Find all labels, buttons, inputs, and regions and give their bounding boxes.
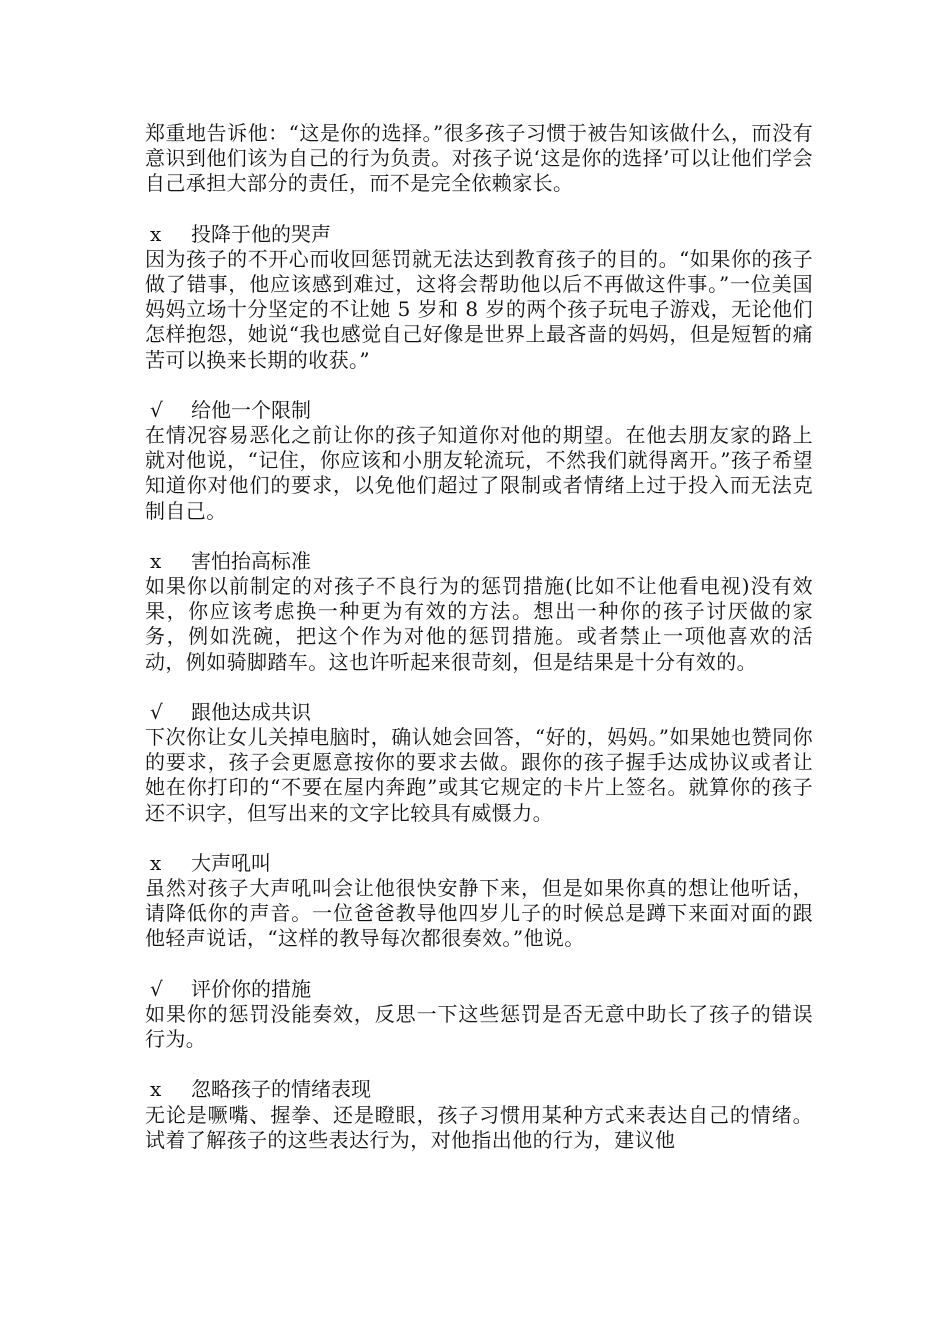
section-heading	[145, 549, 813, 574]
section-title: 跟他达成共识	[191, 699, 311, 724]
section-body: 在情况容易恶化之前让你的孩子知道你对他的期望。在他去朋友家的路上就对他说，“记住，你应该和小朋友轮流玩，不然我们就得离开。”孩子希望知道你对他们的要求，以免他们超过了限制或者情绪上过于投入而无法克制自己。	[145, 423, 813, 523]
cross-mark-icon: x	[150, 548, 162, 573]
section-body: 如果你以前制定的对孩子不良行为的惩罚措施(比如不让他看电视)没有效果，你应该考虑换一种更为有效的方法。想出一种你的孩子讨厌做的家务，例如洗碗，把这个作为对他的惩罚措施。或者禁止一项他喜欢的活动，例如骑脚踏车。这也许听起来很苛刻，但是结果是十分有效的。	[145, 574, 813, 674]
document-page	[145, 121, 813, 1153]
spacer	[145, 373, 813, 398]
section-heading	[145, 977, 813, 1002]
spacer	[145, 952, 813, 977]
spacer	[145, 524, 813, 549]
check-mark-icon: √	[150, 397, 163, 422]
section-body: 虽然对孩子大声吼叫会让他很快安静下来，但是如果你真的想让他听话，请降低你的声音。一位爸爸教导他四岁儿子的时候总是蹲下来面对面的跟他轻声说话，“这样的教导每次都很奏效。”他说。	[145, 876, 813, 951]
cross-mark-icon: x	[150, 221, 162, 246]
spacer	[145, 675, 813, 700]
section-title: 评价你的措施	[191, 976, 311, 1001]
section-title: 投降于他的哭声	[191, 221, 331, 246]
section-heading	[145, 398, 813, 423]
section-title: 忽略孩子的情绪表现	[191, 1077, 371, 1102]
section-heading	[145, 1077, 813, 1102]
section-title: 大声吼叫	[191, 850, 271, 875]
check-mark-icon: √	[150, 699, 163, 724]
spacer	[145, 197, 813, 222]
section-heading	[145, 700, 813, 725]
cross-mark-icon: x	[150, 850, 162, 875]
section-title: 给他一个限制	[191, 397, 311, 422]
spacer	[145, 1052, 813, 1077]
check-mark-icon: √	[150, 976, 163, 1001]
cross-mark-icon: x	[150, 1077, 162, 1102]
section-title: 害怕抬高标准	[191, 548, 311, 573]
section-body: 如果你的惩罚没能奏效，反思一下这些惩罚是否无意中助长了孩子的错误行为。	[145, 1001, 813, 1052]
section-body: 因为孩子的不开心而收回惩罚就无法达到教育孩子的目的。“如果你的孩子做了错事，他应该感到难过，这将会帮助他以后不再做这件事。”一位美国妈妈立场十分坚定的不让她 5 岁和 8 岁的两个孩子玩电子游戏，无论他们怎样抱怨，她说“我也感觉自己好像是世界上最吝啬的妈妈，但是短暂的痛苦可以换来长期的收获。”	[145, 246, 813, 372]
section-body: 无论是噘嘴、握拳、还是瞪眼，孩子习惯用某种方式来表达自己的情绪。试着了解孩子的这些表达行为，对他指出他的行为，建议他	[145, 1102, 813, 1152]
section-heading	[145, 222, 813, 247]
section-heading	[145, 851, 813, 876]
section-body: 下次你让女儿关掉电脑时，确认她会回答，“好的，妈妈。”如果她也赞同你的要求，孩子会更愿意按你的要求去做。跟你的孩子握手达成协议或者让她在你打印的“不要在屋内奔跑”或其它规定的卡片上签名。就算你的孩子还不识字，但写出来的文字比较具有威慑力。	[145, 725, 813, 825]
intro-paragraph: 郑重地告诉他：“这是你的选择。”很多孩子习惯于被告知该做什么，而没有意识到他们该为自己的行为负责。对孩子说‘这是你的选择’可以让他们学会自己承担大部分的责任，而不是完全依赖家长。	[145, 121, 813, 196]
spacer	[145, 826, 813, 851]
